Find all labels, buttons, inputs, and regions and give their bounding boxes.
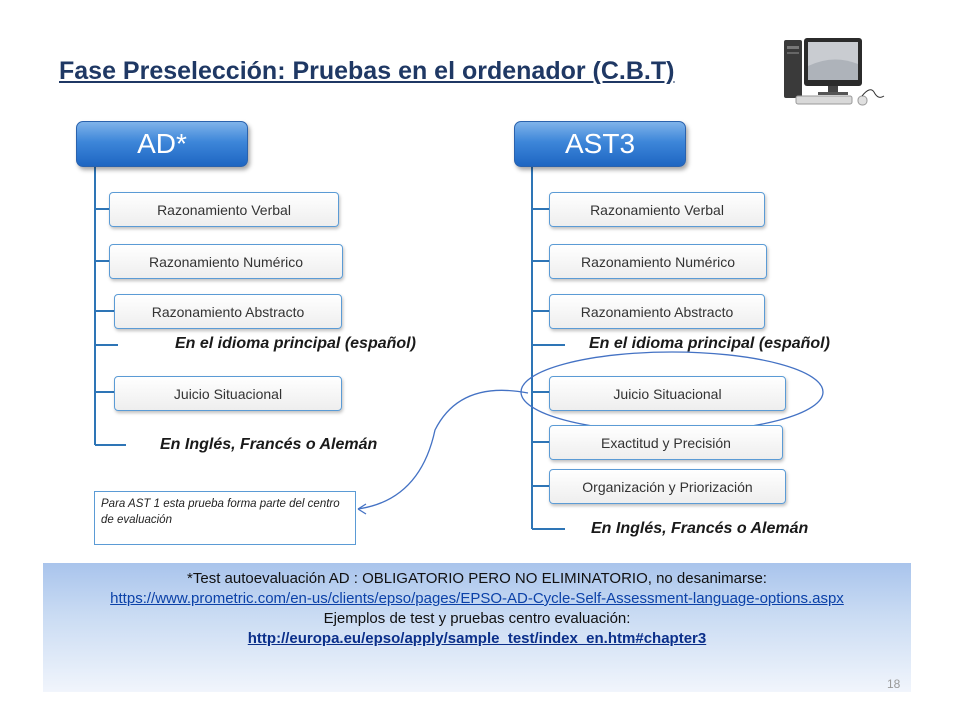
left-item-numerico: Razonamiento Numérico: [109, 244, 343, 279]
right-item-organizacion: Organización y Priorización: [549, 469, 786, 504]
left-item-verbal: Razonamiento Verbal: [109, 192, 339, 227]
right-note-other-language: En Inglés, Francés o Alemán: [591, 520, 809, 537]
right-item-exactitud: Exactitud y Precisión: [549, 425, 783, 460]
ast3-header: AST3: [514, 121, 686, 167]
right-item-abstracto: Razonamiento Abstracto: [549, 294, 765, 329]
right-item-verbal: Razonamiento Verbal: [549, 192, 765, 227]
left-item-abstracto: Razonamiento Abstracto: [114, 294, 342, 329]
right-note-main-language: En el idioma principal (español): [589, 335, 830, 352]
left-note-main-language: En el idioma principal (español): [175, 335, 416, 352]
left-note-other-language: En Inglés, Francés o Alemán: [160, 436, 378, 453]
right-item-juicio: Juicio Situacional: [549, 376, 786, 411]
right-item-numerico: Razonamiento Numérico: [549, 244, 767, 279]
page-number: 18: [887, 677, 901, 691]
prometric-link[interactable]: https://www.prometric.com/en-us/clients/epso/pages/EPSO-AD-Cycle-Self-Assessment-language-options.aspx: [110, 590, 844, 607]
left-item-juicio: Juicio Situacional: [114, 376, 342, 411]
bottom-info-box: [43, 563, 911, 692]
self-assessment-text: *Test autoevaluación AD : OBLIGATORIO PERO NO ELIMINATORIO, no desanimarse:: [187, 570, 767, 587]
ad-header: AD*: [76, 121, 248, 167]
europa-link[interactable]: http://europa.eu/epso/apply/sample_test/index_en.htm#chapter3: [247, 630, 707, 647]
page-title: Fase Preselección: Pruebas en el ordenador (C.B.T): [59, 57, 675, 85]
sample-tests-text: Ejemplos de test y pruebas centro evaluación:: [323, 610, 631, 627]
ast1-callout: Para AST 1 esta prueba forma parte del centro de evaluación: [94, 491, 356, 545]
